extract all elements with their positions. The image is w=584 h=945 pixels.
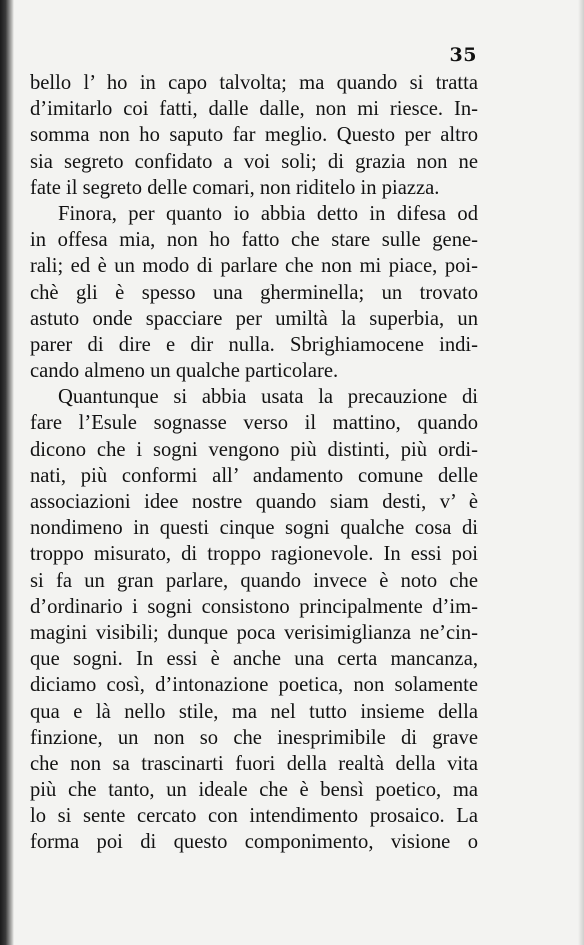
page-number: 35: [449, 44, 477, 66]
text-line: che non sa trascinarti fuori della realtà della vita: [30, 752, 478, 775]
paragraph-1: [30, 70, 478, 201]
text-line: fate il segreto delle comari, non riditelo in piazza.: [30, 176, 440, 199]
text-line: in offesa mia, non ho fatto che stare sulle gene-: [30, 229, 478, 252]
paragraph-2: [30, 201, 478, 384]
text-line: fare l’Esule sognasse verso il mattino, quando: [30, 412, 478, 435]
text-line: più che tanto, un ideale che è bensì poetico, ma: [30, 779, 478, 802]
text-line: troppo misurato, di troppo ragionevole. In essi poi: [30, 543, 478, 566]
binding-shadow: [0, 0, 14, 945]
body-text: [30, 70, 478, 856]
text-line: nondimeno in questi cinque sogni qualche cosa di: [30, 517, 478, 540]
text-line: dicono che i sogni vengono più distinti, più ordi-: [30, 438, 478, 461]
text-line: si fa un gran parlare, quando invece è noto che: [30, 569, 478, 592]
text-line: astuto onde spacciare per umiltà la superbia, un: [30, 307, 478, 330]
page-edge: [578, 0, 584, 945]
text-line: chè gli è spesso una gherminella; un trovato: [30, 281, 478, 304]
text-line: bello l’ ho in capo talvolta; ma quando si tratta: [30, 72, 478, 94]
text-line: qua e là nello stile, ma nel tutto insieme della: [30, 700, 478, 723]
text-line: forma poi di questo componimento, visione o: [30, 831, 478, 854]
text-line: Finora, per quanto io abbia detto in difesa od: [58, 202, 478, 225]
text-line: d’ordinario i sogni consistono principalmente d’im-: [30, 595, 478, 618]
text-line: somma non ho saputo far meglio. Questo per altro: [30, 124, 478, 147]
text-line: Quantunque si abbia usata la precauzione di: [58, 386, 478, 409]
text-line: finzione, un non so che inesprimibile di grave: [30, 726, 478, 749]
text-line: cando almeno un qualche particolare.: [30, 360, 339, 383]
text-line: que sogni. In essi è anche una certa mancanza,: [30, 648, 478, 671]
text-line: rali; ed è un modo di parlare che non mi piace, poi-: [30, 255, 478, 278]
text-line: lo si sente cercato con intendimento prosaico. La: [30, 805, 478, 828]
text-line: sia segreto confidato a voi soli; di grazia non ne: [30, 150, 478, 173]
text-line: magini visibili; dunque poca verisimiglianza ne’cin-: [30, 621, 478, 644]
text-line: nati, più conformi all’ andamento comune delle: [30, 464, 478, 487]
text-line: parer di dire e dir nulla. Sbrighiamocene indi-: [30, 333, 478, 356]
paragraph-3: [30, 384, 478, 855]
text-line: d’imitarlo coi fatti, dalle dalle, non mi riesce. In-: [30, 98, 478, 121]
text-line: associazioni idee nostre quando siam desti, v’ è: [30, 491, 478, 513]
text-line: diciamo così, d’intonazione poetica, non solamente: [30, 674, 478, 697]
